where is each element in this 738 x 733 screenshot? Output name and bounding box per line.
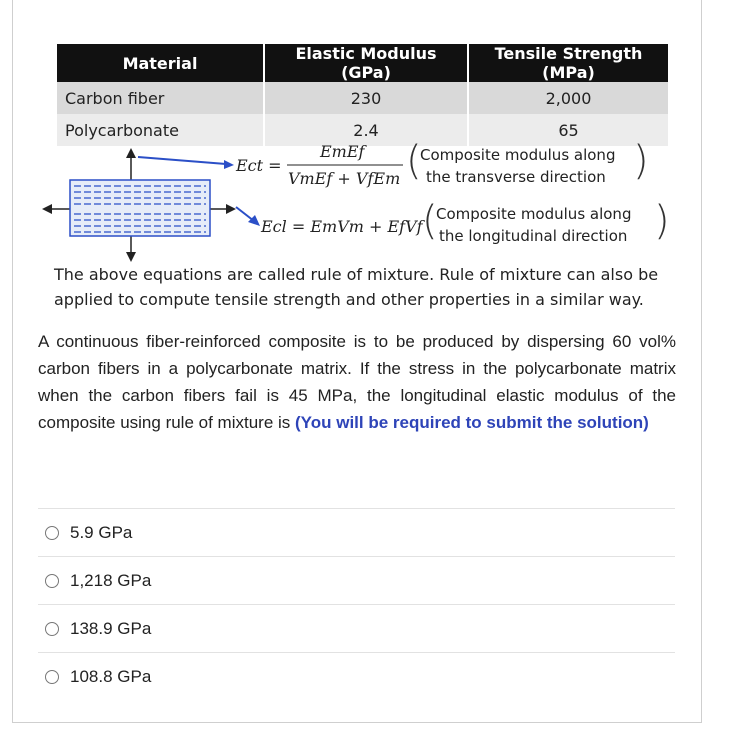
radio-button[interactable] bbox=[45, 526, 59, 540]
option-item[interactable] bbox=[38, 508, 675, 556]
submission-requirement: (You will be required to submit the solution) bbox=[295, 413, 649, 432]
radio-button[interactable] bbox=[45, 622, 59, 636]
header-tensile-strength: Tensile Strength (MPa) bbox=[468, 44, 668, 82]
option-item[interactable] bbox=[38, 556, 675, 604]
paren-open: ( bbox=[422, 198, 438, 244]
question-body: A continuous fiber-reinforced composite is to be produced by dispersing 60 vol% carbon fibers in a polycarbonate matrix. If the stress in the polycarbonate matrix when the carbon fibers fail is 45 MPa, the longitudinal elastic modulus of the composite using rule of mixture is bbox=[38, 332, 676, 432]
option-label: 5.9 GPa bbox=[70, 522, 133, 542]
option-label: 1,218 GPa bbox=[70, 570, 152, 590]
transverse-note-line1: Composite modulus along bbox=[420, 146, 616, 164]
cell-elastic-modulus: 2.4 bbox=[264, 114, 468, 146]
header-elastic-modulus: Elastic Modulus (GPa) bbox=[264, 44, 468, 82]
option-label: 108.8 GPa bbox=[70, 666, 152, 686]
cell-tensile-strength: 65 bbox=[468, 114, 668, 146]
cell-elastic-modulus: 230 bbox=[264, 82, 468, 114]
radio-button[interactable] bbox=[45, 574, 59, 588]
transverse-modulus-lhs: Ect = bbox=[236, 156, 282, 175]
cell-tensile-strength: 2,000 bbox=[468, 82, 668, 114]
table-header-row bbox=[57, 44, 668, 82]
material-properties-table bbox=[57, 44, 668, 146]
longitudinal-modulus-formula: Ecl = EmVm + EfVf bbox=[261, 217, 423, 236]
rule-of-mixture-text: The above equations are called rule of mixture. Rule of mixture can also be applied to compute tensile strength and other properties in a similar way. bbox=[54, 265, 659, 309]
transverse-modulus-denominator: VmEf + VfEm bbox=[288, 169, 401, 188]
paren-open: ( bbox=[406, 138, 422, 184]
paren-close: ) bbox=[633, 138, 649, 184]
cell-material: Carbon fiber bbox=[57, 82, 264, 114]
transverse-modulus-numerator: EmEf bbox=[320, 142, 365, 161]
transverse-note-line2: the transverse direction bbox=[426, 168, 606, 186]
header-material: Material bbox=[57, 44, 264, 82]
cell-material: Polycarbonate bbox=[57, 114, 264, 146]
option-item[interactable] bbox=[38, 652, 675, 700]
composite-diagram bbox=[40, 138, 680, 264]
longitudinal-note-line1: Composite modulus along bbox=[436, 205, 632, 223]
paren-close: ) bbox=[654, 198, 670, 244]
question-text bbox=[38, 328, 676, 436]
answer-options bbox=[38, 508, 675, 700]
longitudinal-note-line2: the longitudinal direction bbox=[439, 227, 628, 245]
option-item[interactable] bbox=[38, 604, 675, 652]
option-label: 138.9 GPa bbox=[70, 618, 152, 638]
table-row bbox=[57, 82, 668, 114]
radio-button[interactable] bbox=[45, 670, 59, 684]
